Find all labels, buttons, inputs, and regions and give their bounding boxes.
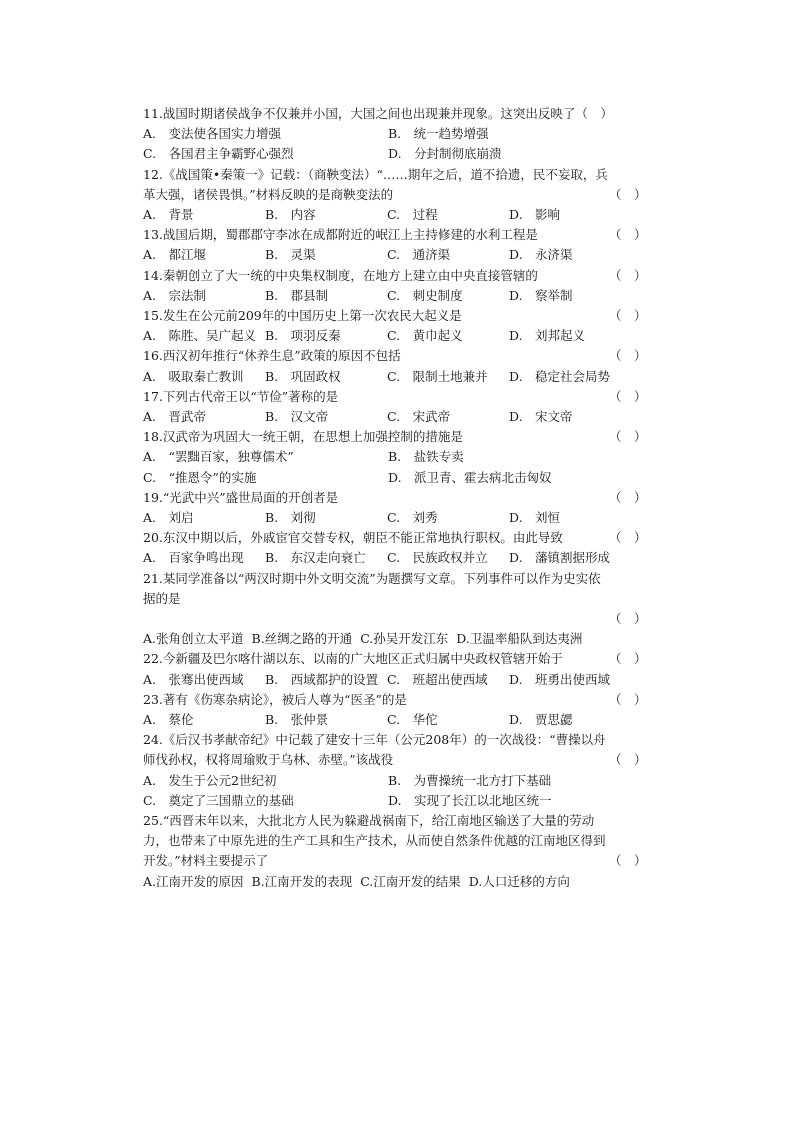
question-20-answer-paren[interactable]: （ ） bbox=[609, 530, 647, 546]
question-18-option-d[interactable]: D. 派卫青、霍去病北击匈奴 bbox=[388, 469, 552, 485]
question-15-option-a[interactable]: A. 陈胜、吴广起义 bbox=[143, 328, 257, 344]
question-25-option-d[interactable]: D.人口迁移的方向 bbox=[468, 873, 570, 889]
question-22-option-c[interactable]: C. 班超出使西域 bbox=[387, 671, 488, 687]
question-25-answer-paren[interactable]: （ ） bbox=[609, 853, 647, 869]
question-24-option-b[interactable]: B. 为曹操统一北方打下基础 bbox=[388, 772, 552, 788]
question-12-option-a[interactable]: A. 背景 bbox=[143, 207, 194, 222]
question-22-option-a[interactable]: A. 张骞出使西域 bbox=[143, 671, 244, 687]
question-22-stem: 22.今新疆及巴尔喀什湖以东、以南的广大地区正式归属中央政权管辖开始于 （ ） bbox=[143, 649, 643, 669]
question-13-answer-paren[interactable]: （ ） bbox=[609, 227, 647, 243]
question-23-option-a[interactable]: A. 蔡伦 bbox=[143, 711, 194, 727]
question-18-options-row2 bbox=[143, 468, 643, 488]
question-21-option-d[interactable]: D.卫温率船队到达夷洲 bbox=[456, 631, 583, 647]
question-23-stem: 23.著有《伤寒杂病论》，被后人尊为“医圣”的是 （ ） bbox=[143, 690, 643, 710]
question-15-option-b[interactable]: B. 项羽反秦 bbox=[265, 328, 341, 344]
question-11-options-row2 bbox=[143, 144, 643, 164]
question-16-option-a[interactable]: A. 吸取秦亡教训 bbox=[143, 368, 244, 384]
question-22-options bbox=[143, 670, 643, 690]
question-12-option-c[interactable]: C. 过程 bbox=[387, 207, 438, 222]
question-14-option-a[interactable]: A. 宗法制 bbox=[143, 287, 207, 303]
question-25-options bbox=[143, 872, 643, 892]
question-13-stem: 13.战国后期，蜀郡郡守李冰在成都附近的岷江上主持修建的水利工程是 （ ） bbox=[143, 225, 643, 245]
question-15-answer-paren[interactable]: （ ） bbox=[609, 307, 647, 323]
question-17-options bbox=[143, 407, 643, 427]
question-15-options bbox=[143, 326, 643, 346]
question-18-answer-paren[interactable]: （ ） bbox=[609, 429, 647, 445]
question-21-answer-paren[interactable]: （ ） bbox=[609, 610, 647, 626]
question-13-option-c[interactable]: C. 通济渠 bbox=[387, 247, 451, 263]
question-19-option-a[interactable]: A. 刘启 bbox=[143, 509, 194, 525]
question-17-option-c[interactable]: C. 宋武帝 bbox=[387, 408, 451, 424]
question-19-option-c[interactable]: C. 刘秀 bbox=[387, 509, 438, 525]
question-14-stem: 14.秦朝创立了大一统的中央集权制度，在地方上建立由中央直接管辖的 （ ） bbox=[143, 266, 643, 286]
question-list bbox=[143, 104, 647, 892]
question-11-option-a[interactable]: A. 变法使各国实力增强 bbox=[143, 126, 282, 142]
question-11-stem: 11.战国时期诸侯战争不仅兼并小国，大国之间也出现兼并现象。这突出反映了（ ） bbox=[143, 106, 613, 121]
question-20-option-b[interactable]: B. 东汉走向衰亡 bbox=[265, 550, 366, 566]
question-24-option-a[interactable]: A. 发生于公元2世纪初 bbox=[143, 772, 277, 788]
question-25-stem: 25.“西晋末年以来，大批北方人民为躲避战祸南下，给江南地区输送了大量的劳动力，也带来了中原先进的生产工具和生产技术，从而使自然条件优越的江南地区得到开发。”材料主要提示了 （ ） bbox=[143, 811, 643, 872]
question-23-answer-paren[interactable]: （ ） bbox=[609, 691, 647, 707]
question-12-option-b[interactable]: B. 内容 bbox=[265, 207, 316, 222]
question-18-option-b[interactable]: B. 盐铁专卖 bbox=[388, 449, 464, 465]
question-24-option-d[interactable]: D. 实现了长江以北地区统一 bbox=[388, 792, 552, 808]
question-16-option-d[interactable]: D. 稳定社会局势 bbox=[509, 368, 611, 384]
question-19-option-d[interactable]: D. 刘恒 bbox=[509, 509, 561, 525]
question-11-option-b[interactable]: B. 统一趋势增强 bbox=[388, 126, 489, 142]
question-17-answer-paren[interactable]: （ ） bbox=[609, 388, 647, 404]
question-24-options-row2 bbox=[143, 791, 643, 811]
question-25-option-c[interactable]: C.江南开发的结果 bbox=[360, 873, 461, 889]
question-20-options bbox=[143, 548, 643, 568]
question-14-option-c[interactable]: C. 刺史制度 bbox=[387, 287, 463, 303]
question-19-options bbox=[143, 508, 643, 528]
question-20-option-d[interactable]: D. 藩镇割据形成 bbox=[509, 550, 611, 566]
question-12-options bbox=[143, 205, 643, 225]
question-11-option-c[interactable]: C. 各国君主争霸野心强烈 bbox=[143, 146, 294, 162]
question-14-options bbox=[143, 286, 643, 306]
question-19-option-b[interactable]: B. 刘彻 bbox=[265, 509, 316, 525]
question-24-option-c[interactable]: C. 奠定了三国鼎立的基础 bbox=[143, 792, 294, 808]
question-19-stem: 19.“光武中兴”盛世局面的开创者是 （ ） bbox=[143, 488, 643, 508]
question-23-option-b[interactable]: B. 张仲景 bbox=[265, 711, 329, 727]
question-23-option-d[interactable]: D. 贾思勰 bbox=[509, 711, 573, 727]
question-12-option-d[interactable]: D. 影响 bbox=[509, 207, 561, 222]
question-14-option-d[interactable]: D. 察举制 bbox=[509, 287, 573, 303]
question-18-stem: 18.汉武帝为巩固大一统王朝，在思想上加强控制的措施是 （ ） bbox=[143, 427, 643, 447]
question-20-stem: 20.东汉中期以后，外戚宦官交替专权，朝臣不能正常地执行职权。由此导致 （ ） bbox=[143, 528, 643, 548]
question-18-option-c[interactable]: C. “推恩令”的实施 bbox=[143, 469, 257, 485]
question-18-option-a[interactable]: A. “罢黜百家，独尊儒术” bbox=[143, 449, 294, 465]
question-21-stem: 21.某同学准备以“两汉时期中外文明交流”为题撰写文章。下列事件可以作为史实依据的是 （ ） bbox=[143, 569, 643, 630]
question-12-stem: 12.《战国策•秦策一》记载：（商鞅变法）“……期年之后，道不拾遗，民不妄取，兵革大强，诸侯畏惧。”材料反映的是商鞅变法的 （ ） bbox=[143, 165, 643, 205]
question-14-option-b[interactable]: B. 郡县制 bbox=[265, 287, 329, 303]
question-21-option-c[interactable]: C.孙吴开发江东 bbox=[360, 631, 449, 647]
question-25-option-b[interactable]: B.江南开发的表现 bbox=[251, 873, 353, 889]
question-24-answer-paren[interactable]: （ ） bbox=[609, 752, 647, 768]
question-18-options bbox=[143, 447, 643, 467]
question-11-option-d[interactable]: D. 分封制彻底崩溃 bbox=[388, 146, 502, 162]
question-17-option-a[interactable]: A. 晋武帝 bbox=[143, 408, 207, 424]
question-24-stem: 24.《后汉书孝献帝纪》中记载了建安十三年（公元208年）的一次战役：“曹操以舟师伐孙权，权将周瑜败于乌林、赤壁。”该战役 （ ） bbox=[143, 730, 643, 770]
question-15-option-c[interactable]: C. 黄巾起义 bbox=[387, 328, 463, 344]
question-19-answer-paren[interactable]: （ ） bbox=[609, 489, 647, 505]
question-16-stem: 16.西汉初年推行“休养生息”政策的原因不包括 （ ） bbox=[143, 346, 643, 366]
question-20-option-a[interactable]: A. 百家争鸣出现 bbox=[143, 550, 244, 566]
question-11-options bbox=[143, 124, 643, 144]
question-17-option-b[interactable]: B. 汉文帝 bbox=[265, 408, 329, 424]
question-16-answer-paren[interactable]: （ ） bbox=[609, 348, 647, 364]
question-16-options bbox=[143, 367, 643, 387]
question-25-option-a[interactable]: A.江南开发的原因 bbox=[143, 873, 244, 889]
question-22-option-b[interactable]: B. 西域都护的设置 bbox=[265, 671, 379, 687]
question-17-stem: 17.下列古代帝王以“节俭”著称的是 （ ） bbox=[143, 387, 643, 407]
question-15-stem: 15.发生在公元前209年的中国历史上第一次农民大起义是 （ ） bbox=[143, 306, 643, 326]
question-23-options bbox=[143, 710, 643, 730]
question-13-option-a[interactable]: A. 都江堰 bbox=[143, 247, 207, 263]
question-17-option-d[interactable]: D. 宋文帝 bbox=[509, 408, 573, 424]
question-23-option-c[interactable]: C. 华佗 bbox=[387, 711, 438, 727]
question-16-option-b[interactable]: B. 巩固政权 bbox=[265, 368, 341, 384]
question-21-options bbox=[143, 629, 643, 649]
question-15-option-d[interactable]: D. 刘邦起义 bbox=[509, 328, 586, 344]
question-16-option-c[interactable]: C. 限制土地兼并 bbox=[387, 368, 488, 384]
question-22-option-d[interactable]: D. 班勇出使西域 bbox=[509, 671, 611, 687]
question-22-answer-paren[interactable]: （ ） bbox=[609, 651, 647, 667]
question-13-option-d[interactable]: D. 永济渠 bbox=[509, 247, 573, 263]
question-21-option-a[interactable]: A.张角创立太平道 bbox=[143, 631, 244, 647]
question-12-answer-paren[interactable]: （ ） bbox=[609, 186, 647, 202]
question-20-option-c[interactable]: C. 民族政权并立 bbox=[387, 550, 488, 566]
question-21-option-b[interactable]: B.丝绸之路的开通 bbox=[251, 631, 353, 647]
question-24-options bbox=[143, 771, 643, 791]
question-13-options bbox=[143, 245, 643, 265]
question-14-answer-paren[interactable]: （ ） bbox=[609, 267, 647, 283]
question-13-option-b[interactable]: B. 灵渠 bbox=[265, 247, 316, 263]
